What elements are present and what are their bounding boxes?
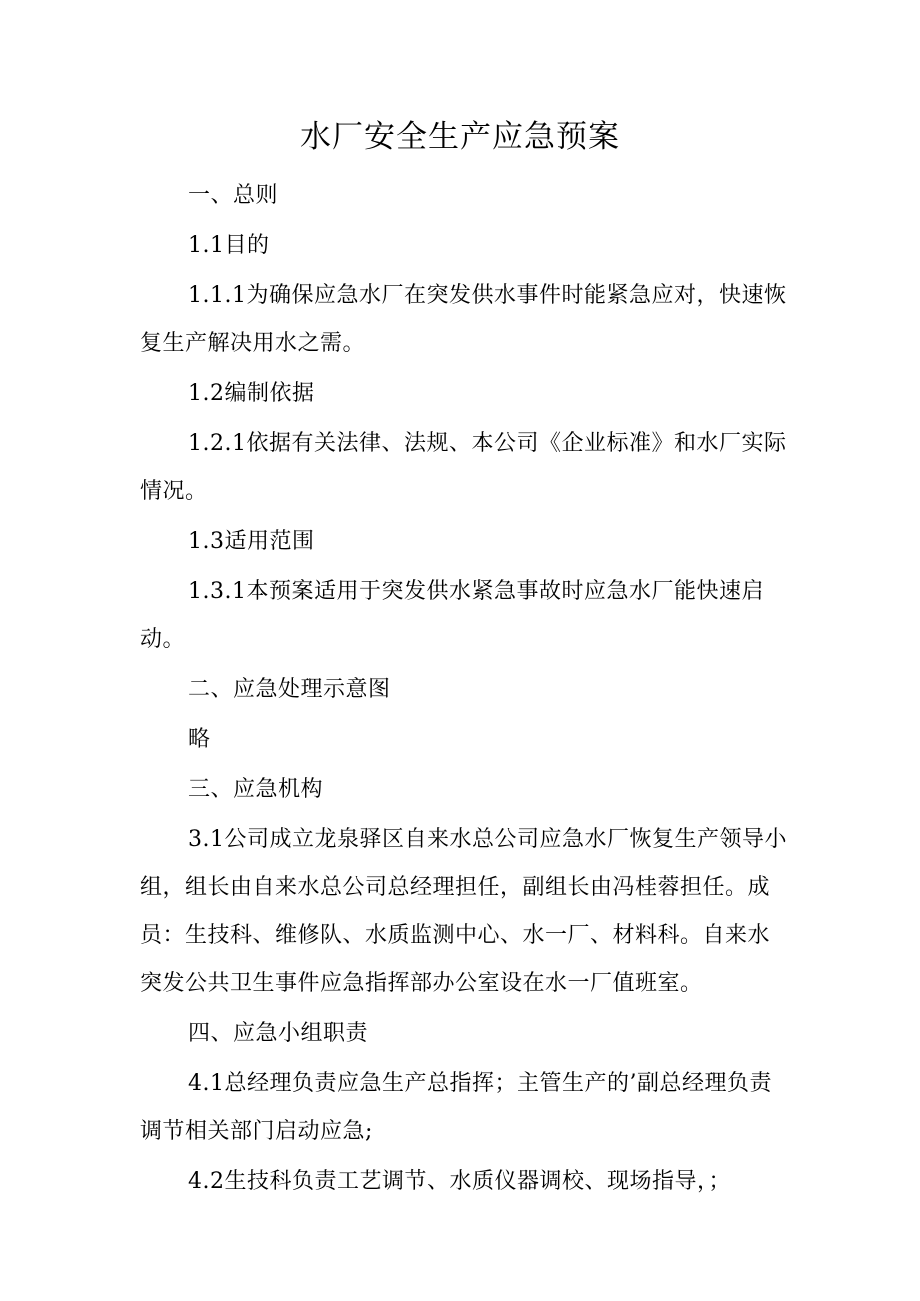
paragraph-omitted: 略 xyxy=(188,727,211,752)
paragraph-1-3-1: 1.3.1本预案适用于突发供水紧急事故时应急水厂能快速启动。 xyxy=(140,579,764,652)
paragraph-1-2-1: 1.2.1依据有关法律、法规、本公司《企业标准》和水厂实际情况。 xyxy=(140,431,787,504)
section-1-3: 1.3适用范围 xyxy=(188,529,315,554)
paragraph-4-1: 4.1总经理负责应急生产总指挥；主管生产的’副总经理负责调节相关部门启动应急; xyxy=(140,1071,772,1144)
section-1-1: 1.1目的 xyxy=(188,233,270,258)
paragraph-3-1: 3.1公司成立龙泉驿区自来水总公司应急水厂恢复生产领导小组，组长由自来水总公司总经理担任，副组长由冯桂蓉担任。成员：生技科、维修队、水质监测中心、水一厂、材料科。自来水突发公共卫生事件应急指挥部办公室设在水一厂值班室。 xyxy=(140,827,787,996)
section-1-2: 1.2编制依据 xyxy=(188,381,315,406)
document-body xyxy=(140,172,790,1208)
heading-general: 一、总则 xyxy=(188,183,279,208)
paragraph-4-2: 4.2生技科负责工艺调节、水质仪器调校、现场指导，； xyxy=(188,1169,731,1194)
paragraph-1-1-1: 1.1.1为确保应急水厂在突发供水事件时能紧急应对，快速恢复生产解决用水之需。 xyxy=(140,283,787,356)
heading-diagram: 二、应急处理示意图 xyxy=(188,677,391,702)
document-title: 水厂安全生产应急预案 xyxy=(300,119,620,155)
heading-duties: 四、应急小组职责 xyxy=(188,1021,369,1046)
heading-organization: 三、应急机构 xyxy=(188,777,324,802)
